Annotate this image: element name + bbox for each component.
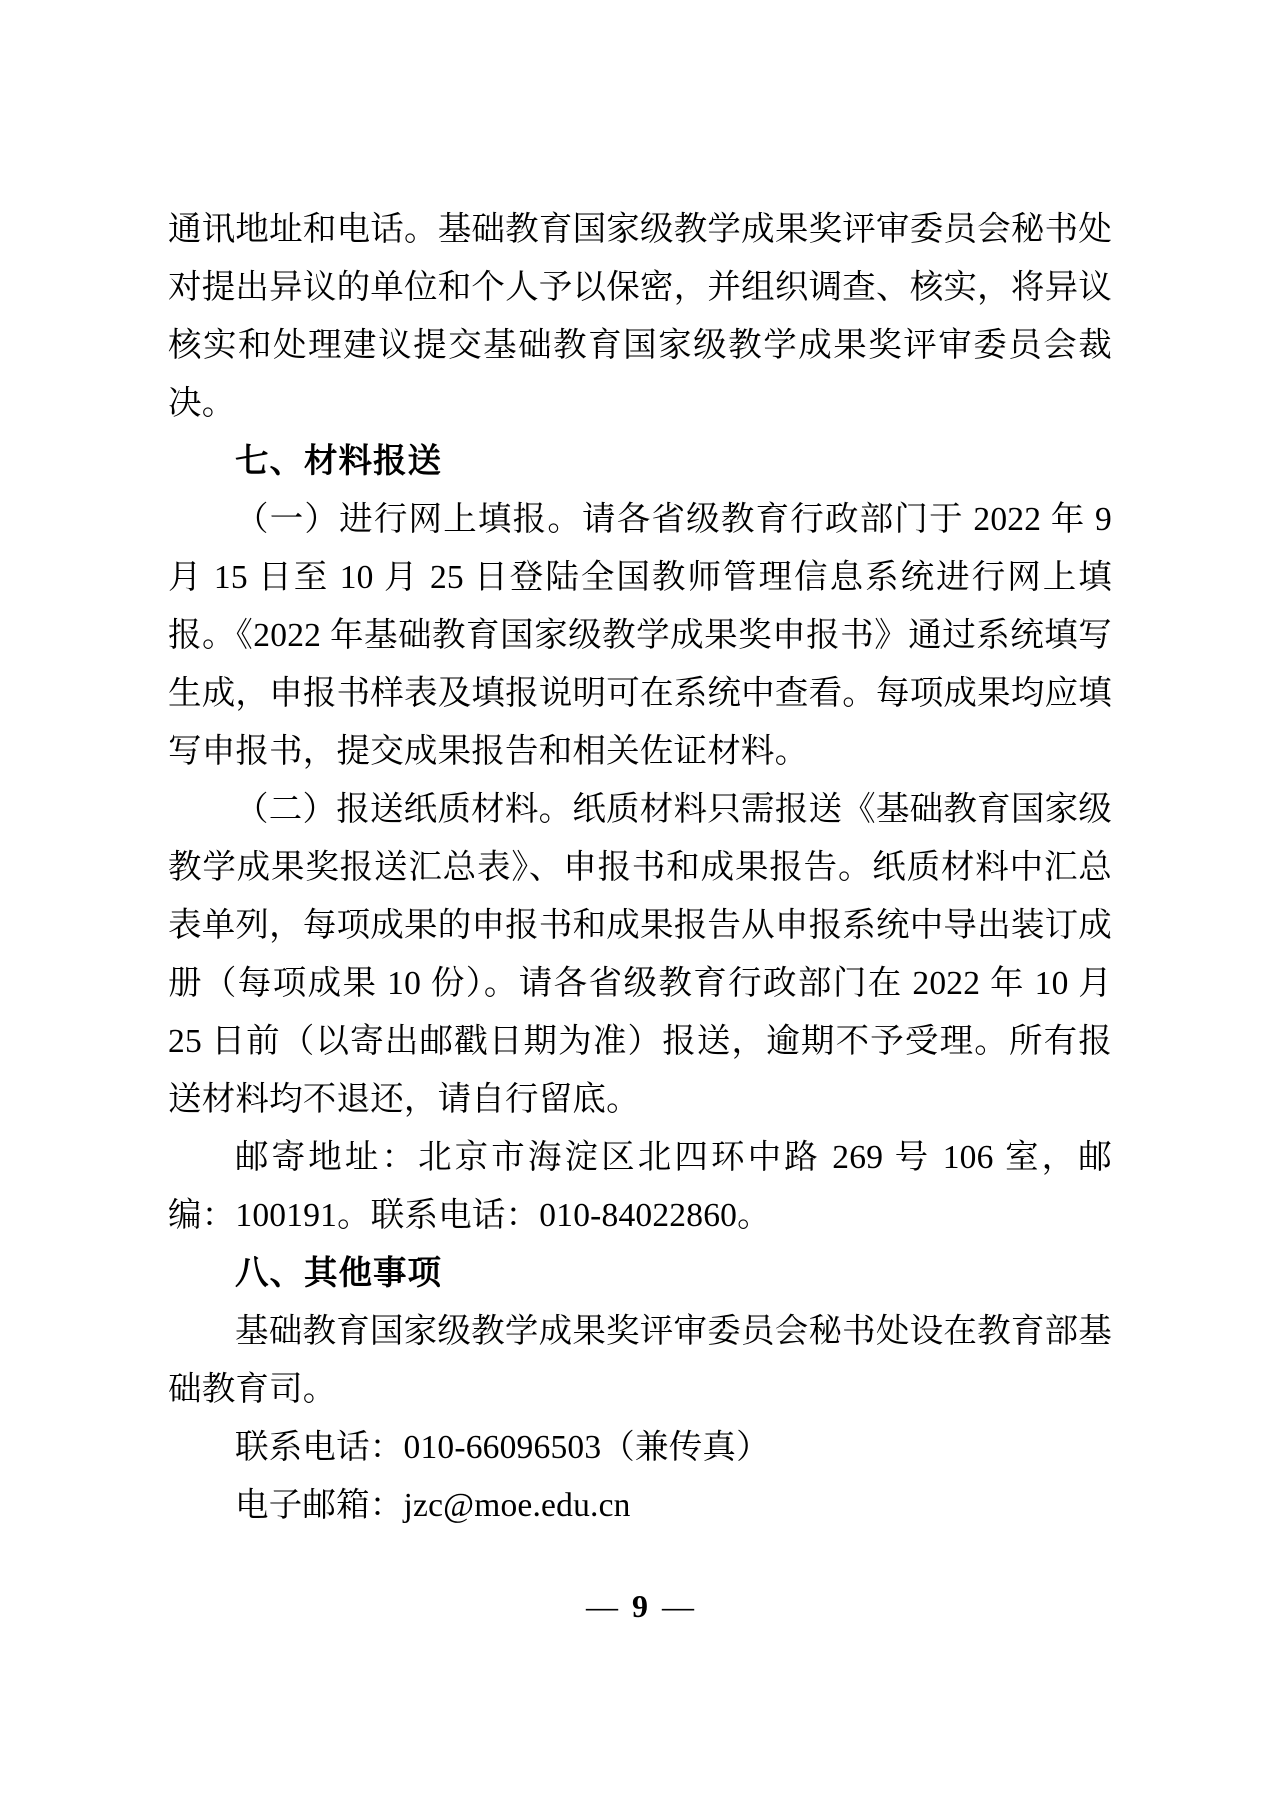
paragraph: （一）进行网上填报。请各省级教育行政部门于 2022 年 9 月 15 日至 10 月 25 日登陆全国教师管理信息系统进行网上填报。《2022 年基础教育国家级教学成果奖申报书》通过系统填写生成，申报书样表及填报说明可在系统中查看。每项成果均应填写申报书，提交成果报告和相关佐证材料。 (168, 501, 1112, 770)
document-body (168, 201, 1112, 1535)
paragraph: 通讯地址和电话。基础教育国家级教学成果奖评审委员会秘书处对提出异议的单位和个人予以保密，并组织调查、核实，将异议核实和处理建议提交基础教育国家级教学成果奖评审委员会裁决。 (168, 211, 1112, 422)
footer-left-dash: — (586, 1588, 618, 1624)
paragraph: 联系电话：010-66096503（兼传真） (235, 1429, 770, 1466)
section-heading: 八、其他事项 (235, 1255, 442, 1292)
page-number: 9 (632, 1588, 648, 1624)
footer-right-dash: — (662, 1588, 694, 1624)
paragraph: 电子邮箱：jzc@moe.edu.cn (235, 1487, 631, 1524)
paragraph: 基础教育国家级教学成果奖评审委员会秘书处设在教育部基础教育司。 (168, 1313, 1112, 1408)
paragraph: （二）报送纸质材料。纸质材料只需报送《基础教育国家级教学成果奖报送汇总表》、申报书和成果报告。纸质材料中汇总表单列，每项成果的申报书和成果报告从申报系统中导出装订成册（每项成果 10 份）。请各省级教育行政部门在 2022 年 10 月 25 日前（以寄出邮戳日期为准）报送，逾期不予受理。所有报送材料均不退还，请自行留底。 (168, 791, 1112, 1118)
page-footer (0, 1586, 1280, 1626)
section-heading: 七、材料报送 (235, 443, 442, 480)
paragraph: 邮寄地址：北京市海淀区北四环中路 269 号 106 室，邮编：100191。联系电话：010-84022860。 (168, 1139, 1112, 1234)
